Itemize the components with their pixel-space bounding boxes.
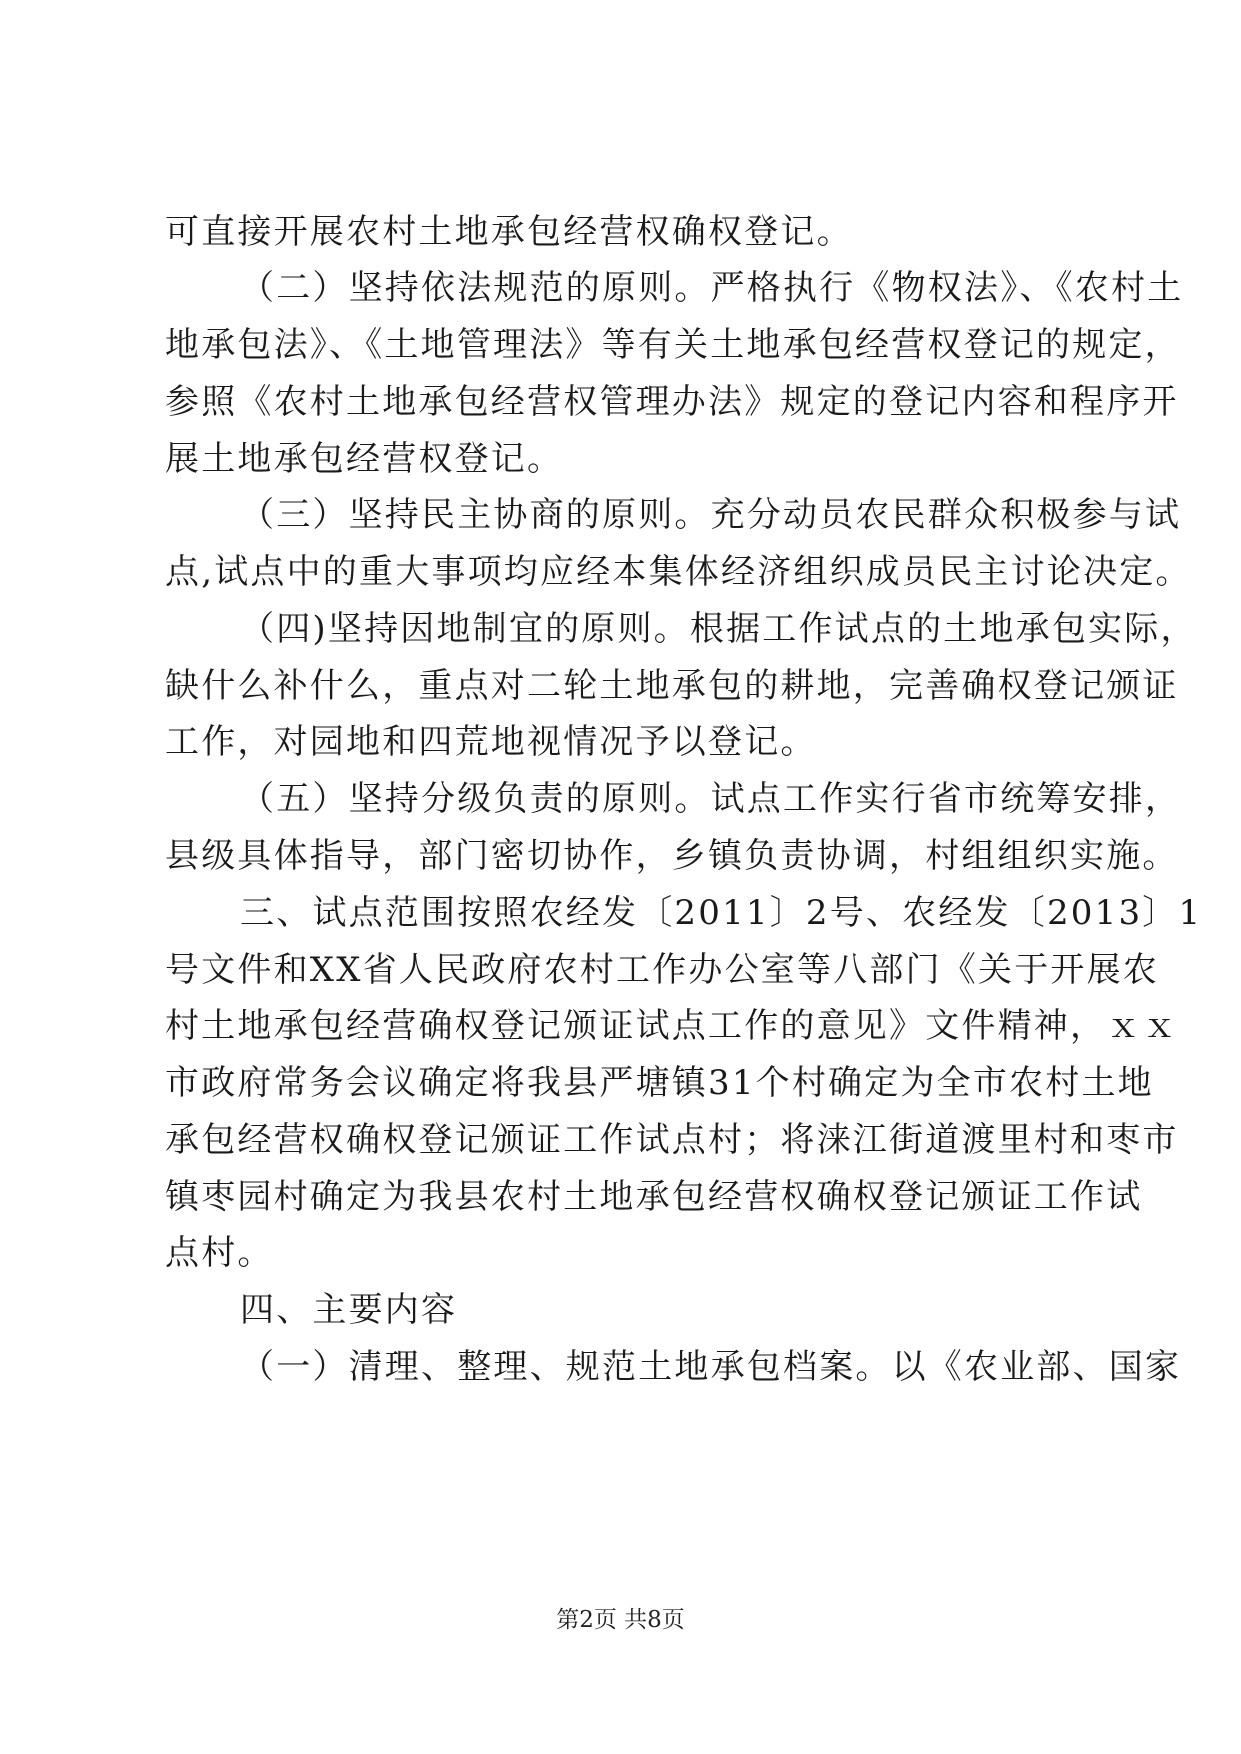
body-text-line: 点村。 (165, 1233, 274, 1273)
paragraph-heading-5: （五）坚持分级负责的原则。试点工作实行省市统筹安排， (240, 779, 1182, 819)
section-heading-4: 四、主要内容 (240, 1290, 458, 1330)
body-text-line: 缺什么补什么，重点对二轮土地承包的耕地，完善确权登记颁证 (165, 666, 1179, 706)
paragraph-heading-1: （一）清理、整理、规范土地承包档案。以《农业部、国家 (240, 1347, 1182, 1387)
body-text-line: 号文件和XX省人民政府农村工作办公室等八部门《关于开展农 (165, 950, 1160, 990)
body-text-line: 参照《农村土地承包经营权管理办法》规定的登记内容和程序开 (165, 382, 1179, 422)
body-text-line: 承包经营权确权登记颁证工作试点村；将涞江街道渡里村和枣市 (165, 1120, 1179, 1160)
body-text-line: 市政府常务会议确定将我县严塘镇31个村确定为全市农村土地 (165, 1063, 1154, 1103)
body-text-line: 村土地承包经营确权登记颁证试点工作的意见》文件精神，ｘｘ (165, 1006, 1179, 1046)
body-text-line: 县级具体指导，部门密切协作，乡镇负责协调，村组组织实施。 (165, 836, 1179, 876)
body-text-line: 点,试点中的重大事项均应经本集体经济组织成员民主讨论决定。 (165, 552, 1192, 592)
body-text-line: 展土地承包经营权登记。 (165, 439, 564, 479)
body-text-line: 工作，对园地和四荒地视情况予以登记。 (165, 722, 817, 762)
section-heading-3: 三、试点范围按照农经发〔2011〕2号、农经发〔2013〕1 (240, 893, 1203, 933)
page-number-footer: 第2页 共8页 (556, 1607, 685, 1633)
paragraph-heading-2: （二）坚持依法规范的原则。严格执行《物权法》、《农村土 (240, 268, 1184, 308)
paragraph-heading-4: （四)坚持因地制宜的原则。根据工作试点的土地承包实际， (240, 609, 1197, 649)
body-text-line: 地承包法》、《土地管理法》等有关土地承包经营权登记的规定， (165, 325, 1181, 365)
body-text-line: 镇枣园村确定为我县农村土地承包经营权确权登记颁证工作试 (165, 1177, 1143, 1217)
body-text-line: 可直接开展农村土地承包经营权确权登记。 (165, 212, 853, 252)
paragraph-heading-3: （三）坚持民主协商的原则。充分动员农民群众积极参与试 (240, 495, 1182, 535)
